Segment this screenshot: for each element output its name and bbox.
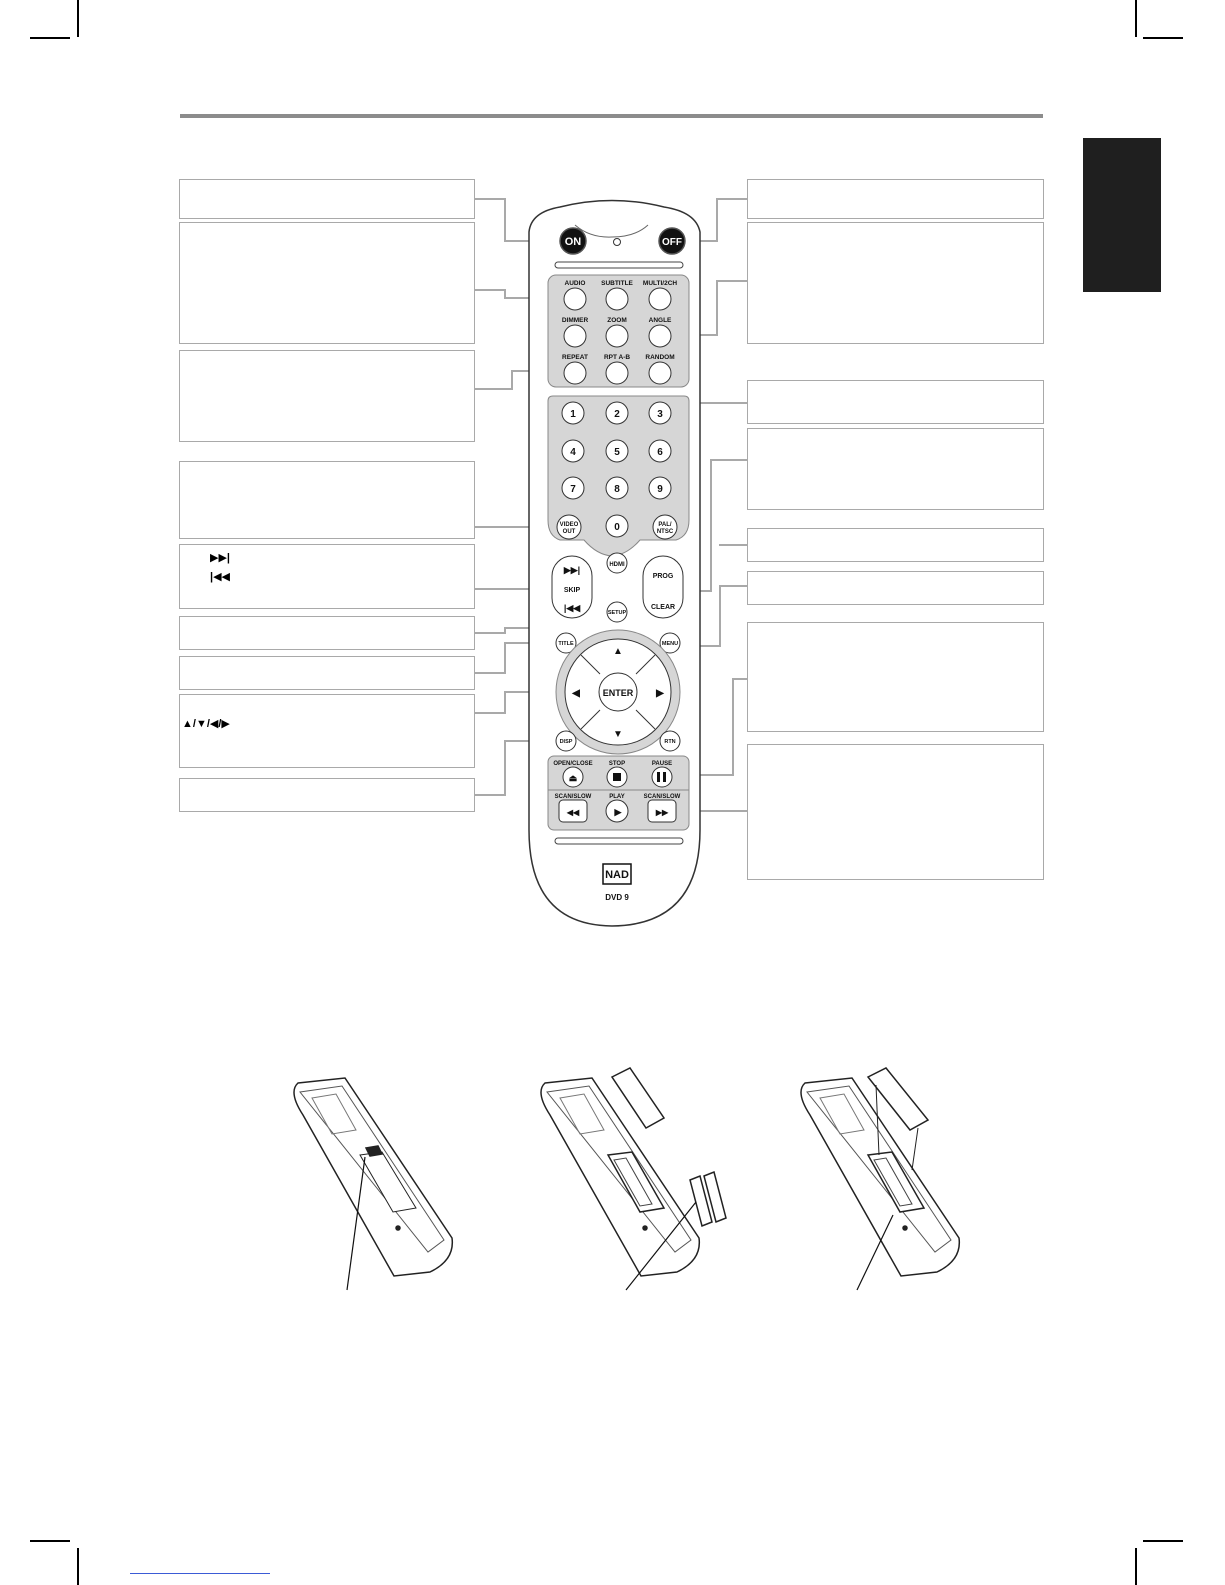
digit-button-9[interactable] (649, 477, 671, 499)
digit-grid (562, 402, 671, 499)
pause-icon (657, 772, 660, 782)
skip-prev-symbol: |◀◀ (210, 571, 230, 583)
audio-button[interactable] (564, 288, 586, 310)
right-arrow-icon[interactable]: ▶ (656, 688, 664, 699)
up-arrow-icon[interactable]: ▲ (613, 646, 623, 657)
rtn-button[interactable] (660, 731, 680, 751)
pause-label: PAUSE (651, 761, 673, 767)
on-button[interactable] (560, 228, 586, 254)
hdmi-label: HDMI (609, 562, 625, 568)
repeat-button[interactable] (564, 362, 586, 384)
skip-next-icon: ▶▶| (563, 565, 581, 575)
digit-button-5[interactable] (606, 440, 628, 462)
zoom-button[interactable] (606, 325, 628, 347)
crop-mark (1143, 1540, 1183, 1542)
digit-button-1[interactable] (562, 402, 584, 424)
pal-ntsc-button[interactable] (653, 515, 677, 539)
angle-label: ANGLE (648, 317, 672, 324)
footer-link[interactable] (130, 1572, 270, 1574)
skip-prev-icon: |◀◀ (563, 603, 581, 613)
zero-label: 0 (614, 522, 620, 533)
brand-text: NAD (605, 869, 629, 881)
pal-label-1: PAL/ (658, 522, 672, 528)
eject-icon: ⏏ (568, 773, 578, 783)
open-close-button[interactable] (563, 767, 583, 787)
digit-label: 4 (570, 447, 576, 458)
digit-button-8[interactable] (606, 477, 628, 499)
rpt-ab-button[interactable] (606, 362, 628, 384)
enter-button[interactable] (599, 673, 637, 711)
pal-label-2: NTSC (656, 529, 674, 535)
digit-label: 5 (614, 447, 620, 458)
subtitle-button[interactable] (606, 288, 628, 310)
digit-button-6[interactable] (649, 440, 671, 462)
skip-rocker[interactable] (552, 556, 592, 618)
play-icon: ▶ (614, 807, 622, 817)
scan-back-button[interactable] (559, 800, 587, 822)
play-button[interactable] (606, 800, 628, 822)
repeat-label: REPEAT (562, 354, 588, 361)
digit-label: 1 (570, 409, 576, 420)
title-label: TITLE (558, 641, 574, 647)
battery-cell (704, 1172, 726, 1222)
prog-clear-rocker[interactable] (643, 556, 683, 618)
random-label: RANDOM (645, 354, 675, 361)
skip-next-symbol: ▶▶| (210, 552, 230, 564)
play-label: PLAY (609, 794, 625, 800)
digit-label: 6 (657, 447, 663, 458)
crop-mark (1135, 1548, 1137, 1585)
multi2ch-label: MULTI/2CH (642, 280, 678, 287)
rewind-icon: ◀◀ (566, 808, 580, 817)
arrow-keys-symbol: ▲/▼/◀/▶ (182, 718, 230, 730)
hdmi-button[interactable] (607, 553, 627, 573)
crop-mark (77, 1548, 79, 1585)
random-button[interactable] (649, 362, 671, 384)
model-text: DVD 9 (605, 893, 629, 902)
scan-slow-left-label: SCAN/SLOW (554, 794, 592, 800)
prog-label: PROG (652, 573, 674, 580)
video-out-label-1: VIDEO (559, 522, 579, 528)
leader-line-1 (347, 1157, 365, 1290)
battery-cover (868, 1068, 928, 1130)
video-out-label-2: OUT (562, 529, 576, 535)
digit-button-4[interactable] (562, 440, 584, 462)
skip-label: SKIP (563, 587, 581, 594)
fast-forward-icon: ▶▶ (655, 808, 669, 817)
stop-button[interactable] (607, 767, 627, 787)
audio-label: AUDIO (564, 280, 586, 287)
rtn-label: RTN (664, 739, 676, 745)
subtitle-label: SUBTITLE (601, 280, 633, 287)
down-arrow-icon[interactable]: ▼ (613, 729, 623, 740)
multi2ch-button[interactable] (649, 288, 671, 310)
battery-step-3-illustration (801, 1068, 959, 1276)
leader-line-2 (626, 1202, 696, 1290)
digit-button-7[interactable] (562, 477, 584, 499)
indicator-led (614, 239, 621, 246)
stop-label: STOP (608, 761, 626, 767)
dimmer-button[interactable] (564, 325, 586, 347)
digit-label: 2 (614, 409, 620, 420)
digit-label: 3 (657, 409, 663, 420)
off-label: OFF (662, 237, 682, 248)
disp-label: DISP (559, 739, 573, 745)
digit-label: 7 (570, 484, 576, 495)
battery-step-1-illustration (294, 1078, 452, 1276)
battery-step-2-illustration (541, 1068, 726, 1276)
scan-forward-button[interactable] (648, 800, 676, 822)
setup-button[interactable] (607, 602, 627, 622)
clear-label: CLEAR (650, 604, 676, 611)
battery-cell (690, 1176, 712, 1226)
off-button[interactable] (659, 228, 685, 254)
setup-label: SETUP (607, 610, 627, 616)
on-label: ON (564, 236, 582, 248)
leader-line-3 (857, 1215, 893, 1290)
digit-button-2[interactable] (606, 402, 628, 424)
dimmer-label: DIMMER (561, 317, 589, 324)
scan-slow-right-label: SCAN/SLOW (643, 794, 681, 800)
left-arrow-icon[interactable]: ◀ (572, 688, 580, 699)
digit-label: 9 (657, 484, 663, 495)
disp-button[interactable] (556, 731, 576, 751)
crop-mark (30, 1540, 70, 1542)
zero-button[interactable] (606, 515, 628, 537)
rpt-ab-label: RPT A-B (603, 354, 631, 361)
battery-cover (612, 1068, 664, 1128)
pause-button[interactable] (652, 767, 672, 787)
menu-label: MENU (661, 641, 679, 647)
stop-icon (613, 773, 621, 781)
enter-label: ENTER (602, 688, 634, 698)
angle-button[interactable] (649, 325, 671, 347)
video-out-button[interactable] (557, 515, 581, 539)
digit-label: 8 (614, 484, 620, 495)
open-close-label: OPEN/CLOSE (553, 761, 593, 767)
zoom-label: ZOOM (607, 317, 627, 324)
digit-button-3[interactable] (649, 402, 671, 424)
